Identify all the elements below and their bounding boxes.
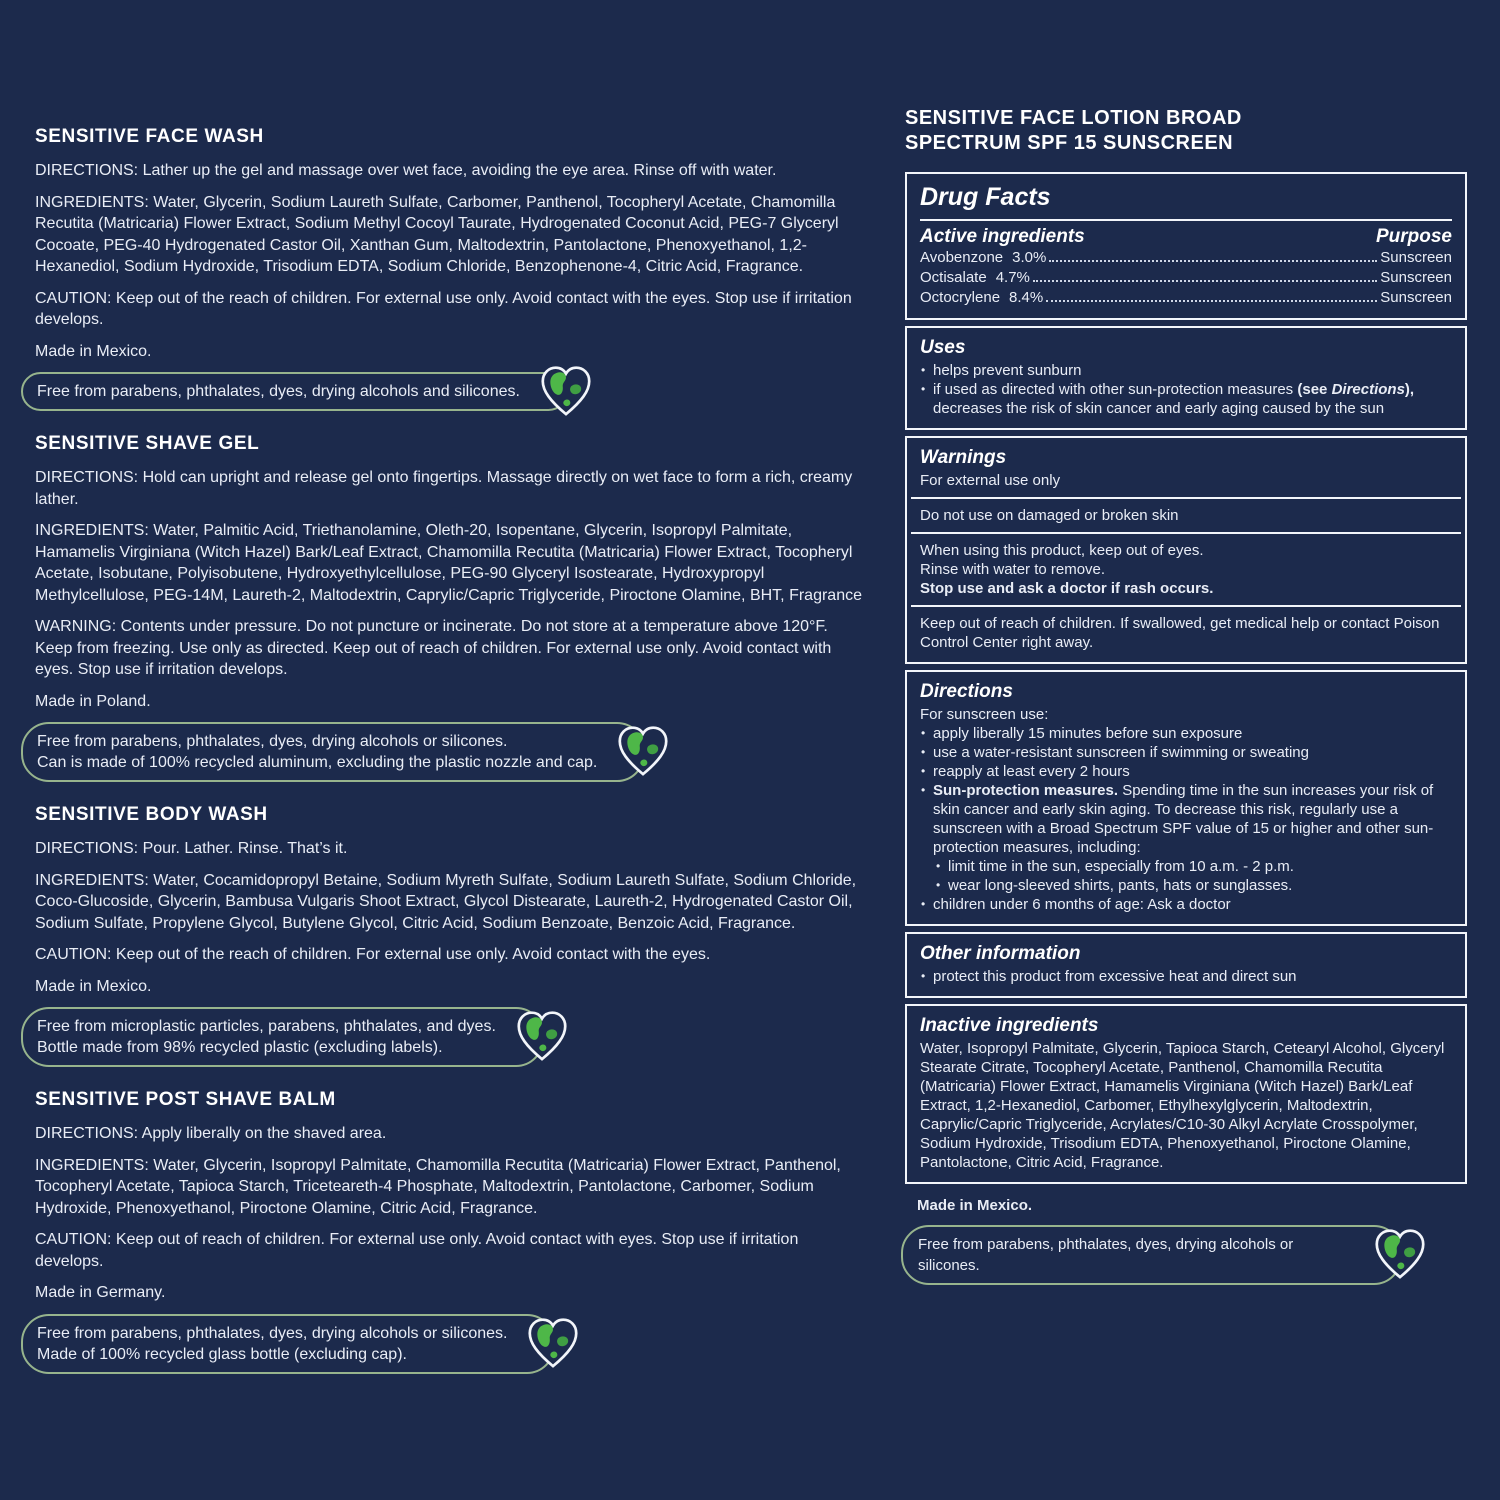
ingredients-text: INGREDIENTS: Water, Glycerin, Isopropyl Palmitate, Chamomilla Recutita (Matricaria) Flower Extract, Panthenol, Tocopheryl Acetate, Tapioca Starch, Triceteareth-4 Phosphate, Maltodextrin, Pantolactone, Carbomer, Sodium Hydroxide, Phenoxyethanol, Piroctone Olamine, Citric Acid, Fragrance.	[35, 1156, 841, 1217]
section-separator	[911, 605, 1461, 607]
caution-text: CAUTION: Keep out of the reach of children. For external use only. Avoid contact with the eyes. Stop use if irritation develops.	[35, 289, 852, 328]
directions-text: DIRECTIONS: Lather up the gel and massage over wet face, avoiding the eye area. Rinse off with water.	[35, 162, 777, 179]
origin-text: Made in Mexico.	[35, 342, 152, 360]
other-info-section	[905, 932, 1467, 998]
section-shave-gel	[35, 433, 865, 782]
section-heading: SENSITIVE BODY WASH	[35, 804, 268, 825]
warnings-text: Rinse with water to remove.	[920, 561, 1106, 578]
eco-claim-line: Made of 100% recycled glass bottle (excluding cap).	[37, 1345, 407, 1363]
section-separator	[911, 497, 1461, 499]
active-ingredient-row	[920, 248, 1452, 268]
warnings-text: Do not use on damaged or broken skin	[920, 507, 1179, 524]
section-body-wash	[35, 804, 865, 1067]
uses-heading: Uses	[920, 337, 966, 358]
caution-text: CAUTION: Keep out of reach of children. For external use only. Avoid contact with eyes. Stop use if irritation develops.	[35, 1231, 799, 1270]
warnings-text: When using this product, keep out of eyes.	[920, 542, 1204, 559]
directions-bullet: • reapply at least every 2 hours	[920, 762, 1452, 781]
section-heading: SENSITIVE FACE WASH	[35, 126, 264, 147]
drug-facts-title: Drug Facts	[920, 183, 1051, 211]
ingredients-text: INGREDIENTS: Water, Palmitic Acid, Triethanolamine, Oleth-20, Isopentane, Glycerin, Isopropyl Palmitate, Hamamelis Virginiana (Witch Hazel) Bark/Leaf Extract, Chamomilla Recutita (Matricaria) Flower Extract, Tocopheryl Acetate, Isobutane, Polyisobutene, Hydroxyethylcellulose, PEG-90 Glyceryl Isostearate, Hydroxypropyl Methylcellulose, PEG-14M, Laureth-2, Maltodextrin, Caprylic/Capric Triglyceride, Piroctone Olamine, BHT, Fragrance	[35, 522, 862, 604]
directions-subbullet: • limit time in the sun, especially from 10 a.m. - 2 p.m.	[935, 857, 1452, 876]
section-separator	[911, 532, 1461, 534]
section-face-wash	[35, 126, 865, 411]
dotted-leader	[1046, 300, 1377, 302]
ingredient-name: Octisalate 4.7%	[920, 269, 1030, 286]
directions-heading: Directions	[920, 681, 1013, 702]
eco-claim-line: Free from parabens, phthalates, dyes, drying alcohols or silicones.	[37, 1324, 508, 1342]
ingredient-percent: 8.4%	[1009, 289, 1044, 306]
section-heading: SENSITIVE SHAVE GEL	[35, 433, 260, 454]
product-title-line: SPECTRUM SPF 15 SUNSCREEN	[905, 132, 1234, 154]
ingredient-percent: 3.0%	[1012, 249, 1047, 266]
directions-text: DIRECTIONS: Hold can upright and release gel onto fingertips. Massage directly on wet face to form a rich, creamy lather.	[35, 469, 853, 508]
warnings-text: For external use only	[920, 472, 1061, 489]
ingredients-text: INGREDIENTS: Water, Cocamidopropyl Betaine, Sodium Myreth Sulfate, Sodium Laureth Sulfate, Sodium Chloride, Coco-Glucoside, Glycerin, Bambusa Vulgaris Shoot Extract, Glycol Distearate, Laureth-2, Hydrogenated Castor Oil, Sodium Sulfate, Propylene Glycol, Butylene Glycol, Citric Acid, Sodium Benzoate, Benzoic Acid, Fragrance.	[35, 871, 857, 932]
product-title-line: SENSITIVE FACE LOTION BROAD	[905, 107, 1242, 129]
eco-claim-line: Free from parabens, phthalates, dyes, drying alcohols or silicones.	[918, 1236, 1294, 1274]
active-ingredient-row	[920, 268, 1452, 288]
dotted-leader	[1049, 260, 1377, 262]
inactive-text: Water, Isopropyl Palmitate, Glycerin, Tapioca Starch, Cetearyl Alcohol, Glyceryl Stearate Citrate, Tocopheryl Acetate, Panthenol, Chamomilla Recutita (Matricaria) Flower Extract, Hamamelis Virginiana (Witch Hazel) Bark/Leaf Extract, 1,2-Hexanediol, Carbomer, Ethylhexylglycerin, Maltodextrin, Caprylic/Capric Triglyceride, Acrylates/C10-30 Alkyl Acrylate Crosspolymer, Sodium Hydroxide, Trisodium EDTA, Phenoxyethanol, Piroctone Olamine, Pantolactone, Citric Acid, Fragrance.	[920, 1040, 1445, 1171]
warnings-section	[905, 436, 1467, 664]
warnings-heading: Warnings	[920, 447, 1007, 468]
warnings-text-bold: Stop use and ask a doctor if rash occurs.	[920, 580, 1214, 597]
ingredient-name: Octocrylene 8.4%	[920, 289, 1044, 306]
eco-claim-line: Free from microplastic particles, parabens, phthalates, and dyes.	[37, 1018, 496, 1035]
origin-text: Made in Poland.	[35, 692, 151, 710]
directions-bullet: • apply liberally 15 minutes before sun exposure	[920, 724, 1452, 743]
directions-bullet: • children under 6 months of age: Ask a doctor	[920, 895, 1452, 914]
eco-claim-badge	[21, 722, 645, 782]
active-ingredients-heading: Active ingredients	[920, 226, 1085, 247]
section-post-shave-balm	[35, 1089, 865, 1374]
section-heading: SENSITIVE POST SHAVE BALM	[35, 1089, 336, 1110]
ingredient-purpose: Sunscreen	[1380, 289, 1452, 306]
eco-claim-badge	[21, 372, 568, 411]
active-ingredient-row	[920, 288, 1452, 308]
right-column	[905, 106, 1467, 1293]
eco-claim-line: Can is made of 100% recycled aluminum, excluding the plastic nozzle and cap.	[37, 754, 598, 771]
warnings-text: Keep out of reach of children. If swallowed, get medical help or contact Poison Control Center right away.	[920, 615, 1440, 651]
directions-bullet: • Sun-protection measures. Spending time in the sun increases your risk of skin cancer and early skin aging. To decrease this risk, regularly use a sunscreen with a Broad Spectrum SPF value of 15 or higher and other sun-protection measures, including:	[920, 781, 1452, 857]
eco-claim-line: Free from parabens, phthalates, dyes, drying alcohols and silicones.	[37, 383, 520, 400]
directions-text: DIRECTIONS: Apply liberally on the shaved area.	[35, 1125, 387, 1142]
other-info-heading: Other information	[920, 943, 1081, 964]
warning-text: WARNING: Contents under pressure. Do not puncture or incinerate. Do not store at a temperature above 120°F. Keep from freezing. Use only as directed. Keep out of reach of children. For external use only. Avoid contact with eyes. Stop use if irritation develops.	[35, 618, 832, 678]
eco-claim-badge	[901, 1225, 1402, 1285]
other-info-bullet: • protect this product from excessive heat and direct sun	[920, 967, 1452, 986]
directions-bullet: • use a water-resistant sunscreen if swimming or sweating	[920, 743, 1452, 762]
earth-heart-icon	[515, 1010, 569, 1064]
active-ingredients-header	[920, 227, 1452, 246]
directions-intro: For sunscreen use:	[920, 706, 1049, 723]
inactive-section	[905, 1004, 1467, 1184]
dotted-leader	[1033, 280, 1377, 282]
earth-heart-icon	[616, 725, 670, 779]
directions-section	[905, 670, 1467, 926]
purpose-heading: Purpose	[1375, 226, 1452, 247]
origin-text: Made in Mexico.	[35, 977, 152, 995]
ingredient-name: Avobenzone 3.0%	[920, 249, 1047, 266]
ingredient-purpose: Sunscreen	[1380, 249, 1452, 266]
earth-heart-icon	[1373, 1228, 1427, 1282]
eco-claim-badge	[21, 1314, 555, 1374]
eco-claim-line: Free from parabens, phthalates, dyes, drying alcohols or silicones.	[37, 733, 508, 750]
drug-facts-panel	[905, 172, 1467, 320]
directions-text: DIRECTIONS: Pour. Lather. Rinse. That’s it.	[35, 840, 348, 857]
eco-claim-line: Bottle made from 98% recycled plastic (excluding labels).	[37, 1039, 443, 1056]
left-column	[35, 126, 865, 1382]
uses-bullet: • helps prevent sunburn	[920, 361, 1452, 380]
ingredients-text: INGREDIENTS: Water, Glycerin, Sodium Laureth Sulfate, Carbomer, Panthenol, Tocopheryl Acetate, Chamomilla Recutita (Matricaria) Flower Extract, Sodium Methyl Cocoyl Taurate, Hydrogenated Coconut Acid, PEG-7 Glyceryl Cocoate, PEG-40 Hydrogenated Castor Oil, Xanthan Gum, Maltodextrin, Pantolactone, Phenoxyethanol, 1,2-Hexanediol, Sodium Hydroxide, Trisodium EDTA, Sodium Chloride, Benzophenone-4, Citric Acid, Fragrance.	[35, 193, 839, 275]
eco-claim-badge	[21, 1007, 544, 1067]
origin-text: Made in Germany.	[35, 1284, 166, 1301]
earth-heart-icon	[539, 365, 593, 419]
divider	[920, 219, 1452, 221]
uses-section	[905, 326, 1467, 430]
product-title	[905, 106, 1467, 156]
origin-text: Made in Mexico.	[917, 1197, 1033, 1214]
earth-heart-icon	[526, 1317, 580, 1371]
inactive-heading: Inactive ingredients	[920, 1015, 1099, 1036]
directions-subbullet: • wear long-sleeved shirts, pants, hats or sunglasses.	[935, 876, 1452, 895]
uses-bullet: • if used as directed with other sun-protection measures (see Directions), decreases the risk of skin cancer and early aging caused by the sun	[920, 380, 1452, 418]
caution-text: CAUTION: Keep out of the reach of children. For external use only. Avoid contact with the eyes.	[35, 946, 711, 963]
ingredient-purpose: Sunscreen	[1380, 269, 1452, 286]
ingredient-percent: 4.7%	[995, 269, 1030, 286]
